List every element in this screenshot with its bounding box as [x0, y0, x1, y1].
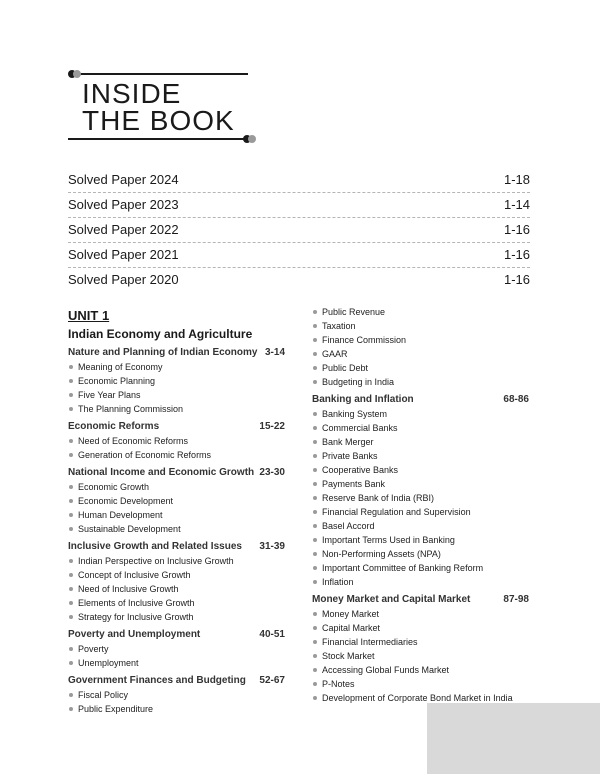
- section-pages: 40-51: [259, 629, 285, 640]
- section-pages: 31-39: [259, 541, 285, 552]
- topic-item[interactable]: Sustainable Development: [68, 522, 285, 536]
- topic-item[interactable]: Public Revenue: [312, 305, 529, 319]
- topic-item[interactable]: Concept of Inclusive Growth: [68, 568, 285, 582]
- section-heading[interactable]: [68, 466, 285, 480]
- topic-item[interactable]: Fiscal Policy: [68, 688, 285, 702]
- topic-list: [312, 305, 529, 389]
- topic-item[interactable]: Stock Market: [312, 649, 529, 663]
- topic-item[interactable]: Capital Market: [312, 621, 529, 635]
- section-title: Money Market and Capital Market: [312, 594, 471, 605]
- header-bottom-rule: [68, 138, 244, 140]
- topic-item[interactable]: Commercial Banks: [312, 421, 529, 435]
- topic-item[interactable]: Accessing Global Funds Market: [312, 663, 529, 677]
- topic-item[interactable]: Important Committee of Banking Reform: [312, 561, 529, 575]
- corner-grey-block: [427, 703, 600, 774]
- topic-list: [312, 607, 529, 705]
- topic-item[interactable]: Cooperative Banks: [312, 463, 529, 477]
- section-heading[interactable]: [68, 674, 285, 688]
- solved-paper-row[interactable]: [68, 193, 530, 218]
- topic-list: [68, 554, 285, 624]
- topic-list: [68, 434, 285, 462]
- page-title-line2: THE BOOK: [82, 105, 235, 136]
- solved-paper-label: Solved Paper 2023: [68, 197, 179, 212]
- section-pages: 68-86: [503, 394, 529, 405]
- topic-item[interactable]: Economic Development: [68, 494, 285, 508]
- topic-list: [68, 688, 285, 716]
- topic-list: [68, 360, 285, 416]
- solved-paper-pages: 1-16: [503, 222, 530, 237]
- solved-paper-pages: 1-16: [503, 272, 530, 287]
- solved-paper-pages: 1-18: [503, 172, 530, 187]
- topic-item[interactable]: Meaning of Economy: [68, 360, 285, 374]
- page-title-line1: INSIDE: [82, 78, 182, 109]
- solved-paper-label: Solved Paper 2021: [68, 247, 179, 262]
- contents-left-column: [68, 308, 285, 716]
- header-top-rule: [74, 73, 248, 75]
- topic-item[interactable]: Financial Regulation and Supervision: [312, 505, 529, 519]
- section-heading[interactable]: [312, 393, 529, 407]
- topic-item[interactable]: Generation of Economic Reforms: [68, 448, 285, 462]
- section-title: Poverty and Unemployment: [68, 629, 201, 640]
- topic-list: [68, 642, 285, 670]
- topic-item[interactable]: Non-Performing Assets (NPA): [312, 547, 529, 561]
- solved-paper-label: Solved Paper 2022: [68, 222, 179, 237]
- topic-item[interactable]: P-Notes: [312, 677, 529, 691]
- topic-item[interactable]: Inflation: [312, 575, 529, 589]
- page-title: [82, 80, 235, 134]
- section-title: Banking and Inflation: [312, 394, 414, 405]
- contents-right-column: [312, 305, 529, 705]
- topic-item[interactable]: Economic Planning: [68, 374, 285, 388]
- section-heading[interactable]: [312, 593, 529, 607]
- topic-item[interactable]: Elements of Inclusive Growth: [68, 596, 285, 610]
- section-pages: 3-14: [264, 347, 285, 358]
- topic-item[interactable]: Economic Growth: [68, 480, 285, 494]
- topic-item[interactable]: Important Terms Used in Banking: [312, 533, 529, 547]
- topic-item[interactable]: Poverty: [68, 642, 285, 656]
- section-title: Nature and Planning of Indian Economy: [68, 347, 258, 358]
- topic-item[interactable]: The Planning Commission: [68, 402, 285, 416]
- section-title: Inclusive Growth and Related Issues: [68, 541, 242, 552]
- topic-item[interactable]: Banking System: [312, 407, 529, 421]
- section-heading[interactable]: [68, 540, 285, 554]
- topic-item[interactable]: Need of Inclusive Growth: [68, 582, 285, 596]
- section-heading[interactable]: [68, 420, 285, 434]
- unit-subtitle: Indian Economy and Agriculture: [68, 327, 253, 341]
- topic-item[interactable]: Human Development: [68, 508, 285, 522]
- solved-paper-pages: 1-14: [503, 197, 530, 212]
- topic-item[interactable]: Strategy for Inclusive Growth: [68, 610, 285, 624]
- section-title: Economic Reforms: [68, 421, 160, 432]
- topic-item[interactable]: Bank Merger: [312, 435, 529, 449]
- topic-item[interactable]: Indian Perspective on Inclusive Growth: [68, 554, 285, 568]
- section-heading[interactable]: [68, 346, 285, 360]
- inside-the-book-header: [68, 68, 258, 148]
- section-title: Government Finances and Budgeting: [68, 675, 246, 686]
- topic-item[interactable]: Money Market: [312, 607, 529, 621]
- topic-item[interactable]: Financial Intermediaries: [312, 635, 529, 649]
- solved-paper-label: Solved Paper 2024: [68, 172, 179, 187]
- solved-papers-list: [68, 168, 530, 292]
- topic-list: [68, 480, 285, 536]
- solved-paper-pages: 1-16: [503, 247, 530, 262]
- header-dot-grey-icon: [73, 70, 81, 78]
- section-pages: 15-22: [259, 421, 285, 432]
- section-pages: 52-67: [259, 675, 285, 686]
- section-pages: 87-98: [503, 594, 529, 605]
- topic-item[interactable]: GAAR: [312, 347, 529, 361]
- topic-item[interactable]: Taxation: [312, 319, 529, 333]
- topic-list: [312, 407, 529, 589]
- section-heading[interactable]: [68, 628, 285, 642]
- section-pages: 23-30: [259, 467, 285, 478]
- topic-item[interactable]: Five Year Plans: [68, 388, 285, 402]
- topic-item[interactable]: Development of Corporate Bond Market in India: [312, 691, 529, 705]
- section-title: National Income and Economic Growth: [68, 467, 255, 478]
- topic-item[interactable]: Unemployment: [68, 656, 285, 670]
- unit-title: UNIT 1: [68, 308, 110, 323]
- topic-item[interactable]: Public Debt: [312, 361, 529, 375]
- topic-item[interactable]: Basel Accord: [312, 519, 529, 533]
- topic-item[interactable]: Payments Bank: [312, 477, 529, 491]
- solved-paper-row[interactable]: [68, 168, 530, 193]
- topic-item[interactable]: Budgeting in India: [312, 375, 529, 389]
- solved-paper-row[interactable]: [68, 218, 530, 243]
- solved-paper-label: Solved Paper 2020: [68, 272, 179, 287]
- topic-item[interactable]: Need of Economic Reforms: [68, 434, 285, 448]
- solved-paper-row[interactable]: [68, 268, 530, 292]
- solved-paper-row[interactable]: [68, 243, 530, 268]
- topic-item[interactable]: Reserve Bank of India (RBI): [312, 491, 529, 505]
- header-dot-grey-icon: [248, 135, 256, 143]
- topic-item[interactable]: Private Banks: [312, 449, 529, 463]
- topic-item[interactable]: Public Expenditure: [68, 702, 285, 716]
- topic-item[interactable]: Finance Commission: [312, 333, 529, 347]
